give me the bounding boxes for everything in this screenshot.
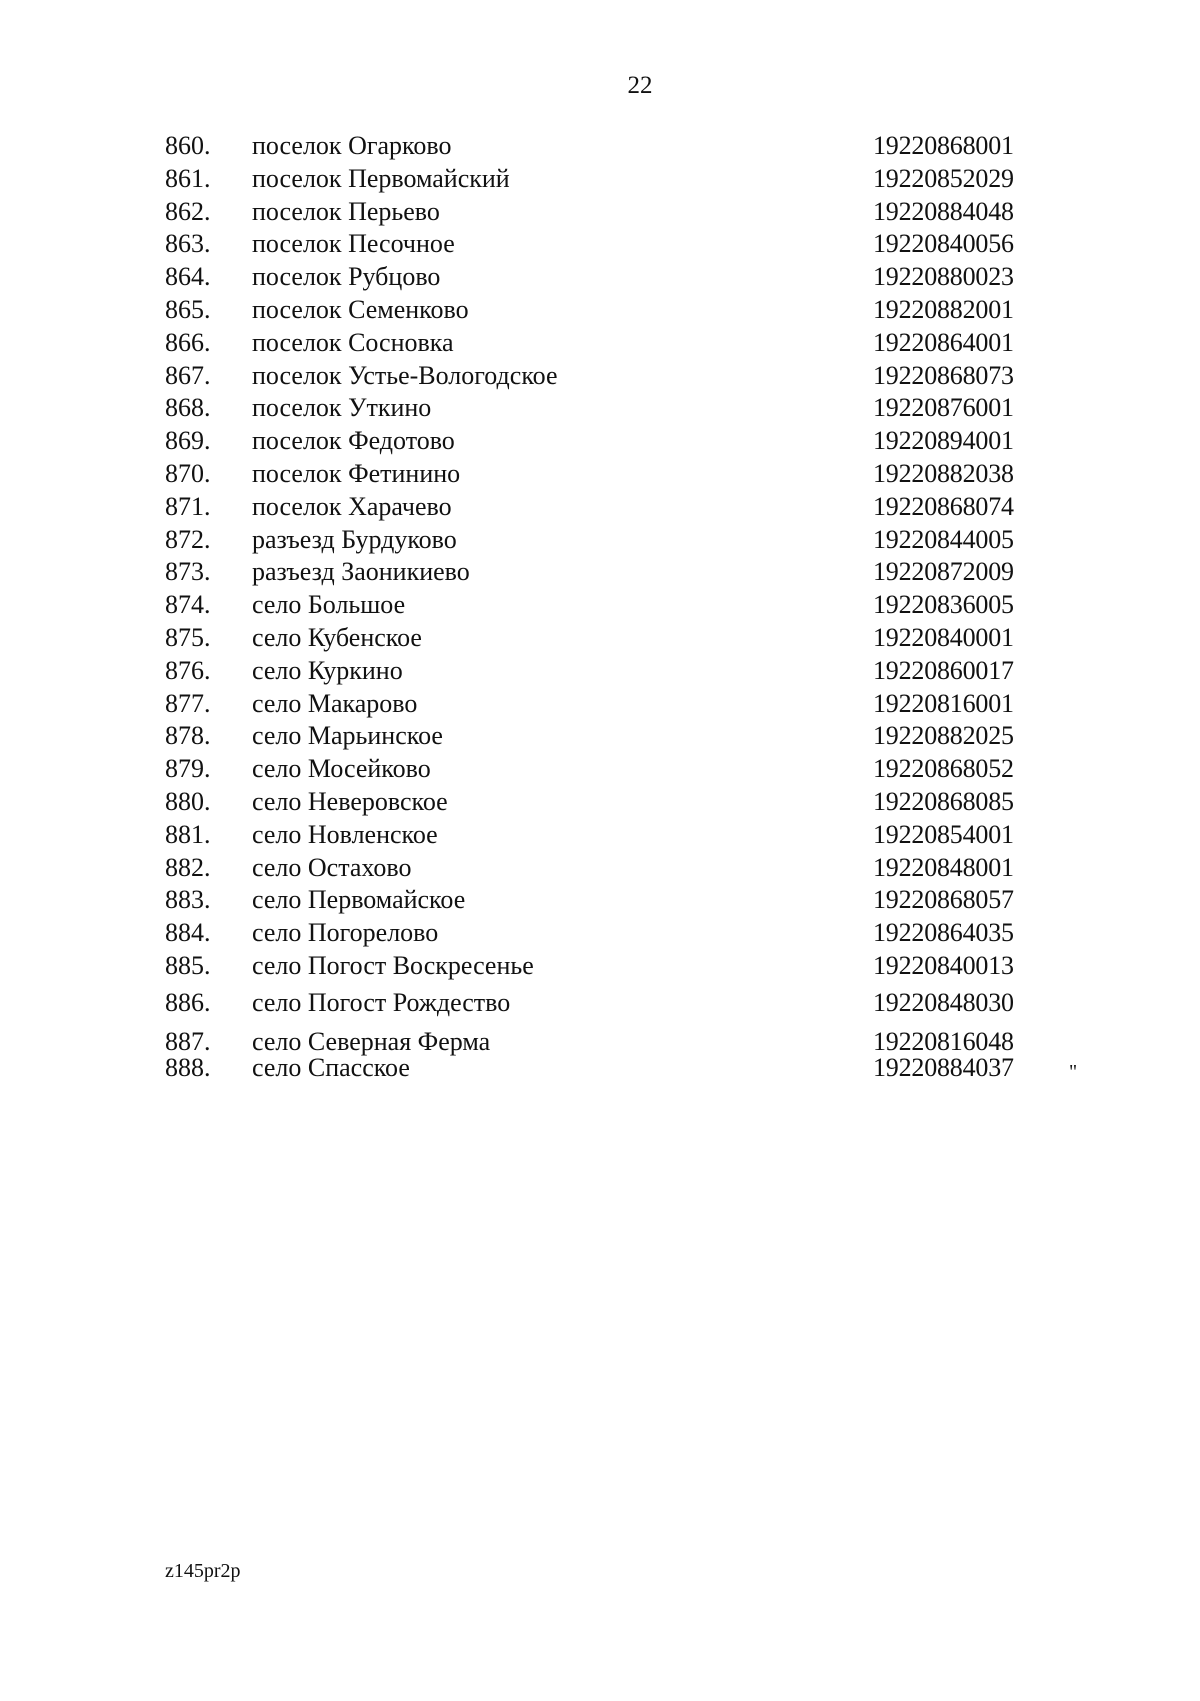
list-item: [0, 786, 1200, 818]
page-number: 22: [627, 72, 653, 99]
okato-code: 19220868057: [873, 885, 1014, 914]
settlement-name: село Куркино: [252, 656, 403, 685]
okato-code: 19220868085: [873, 787, 1014, 816]
settlement-name: поселок Первомайский: [252, 164, 510, 193]
okato-code: 19220872009: [873, 557, 1014, 586]
settlement-name: поселок Песочное: [252, 229, 455, 258]
settlement-name: поселок Уткино: [252, 393, 432, 422]
list-item: [0, 753, 1200, 785]
list-item: [0, 556, 1200, 588]
list-item: [0, 622, 1200, 654]
settlement-name: село Погост Рождество: [252, 988, 511, 1017]
okato-code: 19220880023: [873, 262, 1014, 291]
okato-code: 19220848030: [873, 988, 1014, 1017]
item-number: 865.: [165, 295, 211, 324]
item-number: 876.: [165, 656, 211, 685]
okato-code: 19220882025: [873, 721, 1014, 750]
item-number: 888.: [165, 1053, 211, 1082]
list-item: [0, 425, 1200, 457]
settlement-name: село Марьинское: [252, 721, 443, 750]
item-number: 883.: [165, 885, 211, 914]
settlement-name: село Мосейково: [252, 754, 431, 783]
okato-code: 19220884037: [873, 1053, 1014, 1082]
item-number: 870.: [165, 459, 211, 488]
okato-code: 19220884048: [873, 197, 1014, 226]
item-number: 864.: [165, 262, 211, 291]
list-item: [0, 884, 1200, 916]
okato-code: 19220836005: [873, 590, 1014, 619]
list-item: [0, 819, 1200, 851]
item-number: 869.: [165, 426, 211, 455]
list-item: [0, 294, 1200, 326]
okato-code: 19220882038: [873, 459, 1014, 488]
settlement-name: поселок Огарково: [252, 131, 452, 160]
settlement-name: поселок Харачево: [252, 492, 452, 521]
list-item: [0, 720, 1200, 752]
document-footer-code: z145pr2p: [165, 1560, 241, 1582]
item-number: 861.: [165, 164, 211, 193]
settlement-name: село Погорелово: [252, 918, 439, 947]
settlement-name: село Кубенское: [252, 623, 422, 652]
settlement-name: село Неверовское: [252, 787, 448, 816]
list-item: [0, 917, 1200, 949]
item-number: 881.: [165, 820, 211, 849]
okato-code: 19220816048: [873, 1027, 1014, 1056]
list-item: [0, 524, 1200, 556]
okato-code: 19220864001: [873, 328, 1014, 357]
settlement-name: поселок Фетинино: [252, 459, 461, 488]
okato-code: 19220882001: [873, 295, 1014, 324]
okato-code: 19220840013: [873, 951, 1014, 980]
item-number: 878.: [165, 721, 211, 750]
item-number: 874.: [165, 590, 211, 619]
okato-code: 19220876001: [873, 393, 1014, 422]
settlement-name: село Погост Воскресенье: [252, 951, 534, 980]
okato-code: 19220854001: [873, 820, 1014, 849]
okato-code: 19220840056: [873, 229, 1014, 258]
okato-code: 19220868074: [873, 492, 1014, 521]
item-number: 862.: [165, 197, 211, 226]
okato-code: 19220844005: [873, 525, 1014, 554]
item-number: 868.: [165, 393, 211, 422]
item-number: 886.: [165, 988, 211, 1017]
settlement-name: село Спасское: [252, 1053, 410, 1082]
item-number: 871.: [165, 492, 211, 521]
settlement-name: поселок Перьево: [252, 197, 440, 226]
item-number: 866.: [165, 328, 211, 357]
okato-code: 19220868052: [873, 754, 1014, 783]
list-item: [0, 196, 1200, 228]
settlement-name: село Первомайское: [252, 885, 466, 914]
item-number: 877.: [165, 689, 211, 718]
item-number: 873.: [165, 557, 211, 586]
item-number: 880.: [165, 787, 211, 816]
okato-code: 19220860017: [873, 656, 1014, 685]
item-number: 884.: [165, 918, 211, 947]
list-item: [0, 688, 1200, 720]
okato-code: 19220840001: [873, 623, 1014, 652]
okato-code: 19220848001: [873, 853, 1014, 882]
okato-code: 19220864035: [873, 918, 1014, 947]
item-number: 882.: [165, 853, 211, 882]
list-item: [0, 987, 1200, 1019]
item-number: 887.: [165, 1027, 211, 1056]
list-item: [0, 130, 1200, 162]
settlement-name: село Большое: [252, 590, 406, 619]
list-item: [0, 655, 1200, 687]
settlement-name: поселок Семенково: [252, 295, 469, 324]
settlement-name: поселок Рубцово: [252, 262, 441, 291]
list-item: [0, 360, 1200, 392]
list-item: [0, 163, 1200, 195]
list-item: [0, 458, 1200, 490]
item-number: 860.: [165, 131, 211, 160]
settlement-name: разъезд Заоникиево: [252, 557, 470, 586]
item-number: 885.: [165, 951, 211, 980]
settlement-name: поселок Федотово: [252, 426, 455, 455]
item-number: 867.: [165, 361, 211, 390]
settlement-name: поселок Сосновка: [252, 328, 454, 357]
list-item: [0, 852, 1200, 884]
list-item: [0, 589, 1200, 621]
settlement-name: село Макарово: [252, 689, 418, 718]
okato-code: 19220868073: [873, 361, 1014, 390]
settlement-name: разъезд Бурдуково: [252, 525, 457, 554]
settlement-name: село Новленское: [252, 820, 438, 849]
list-item: [0, 491, 1200, 523]
okato-code: 19220816001: [873, 689, 1014, 718]
list-item: [0, 327, 1200, 359]
list-item: [0, 261, 1200, 293]
list-item: [0, 392, 1200, 424]
item-number: 872.: [165, 525, 211, 554]
item-number: 879.: [165, 754, 211, 783]
settlement-name: село Северная Ферма: [252, 1027, 491, 1056]
settlement-name: поселок Устье-Вологодское: [252, 361, 558, 390]
list-item: [0, 1052, 1200, 1084]
okato-code: 19220868001: [873, 131, 1014, 160]
item-number: 863.: [165, 229, 211, 258]
list-item: [0, 950, 1200, 982]
item-number: 875.: [165, 623, 211, 652]
okato-code: 19220852029: [873, 164, 1014, 193]
okato-code: 19220894001: [873, 426, 1014, 455]
list-item: [0, 228, 1200, 260]
settlement-name: село Остахово: [252, 853, 412, 882]
closing-quote-mark: ": [1069, 1061, 1078, 1083]
